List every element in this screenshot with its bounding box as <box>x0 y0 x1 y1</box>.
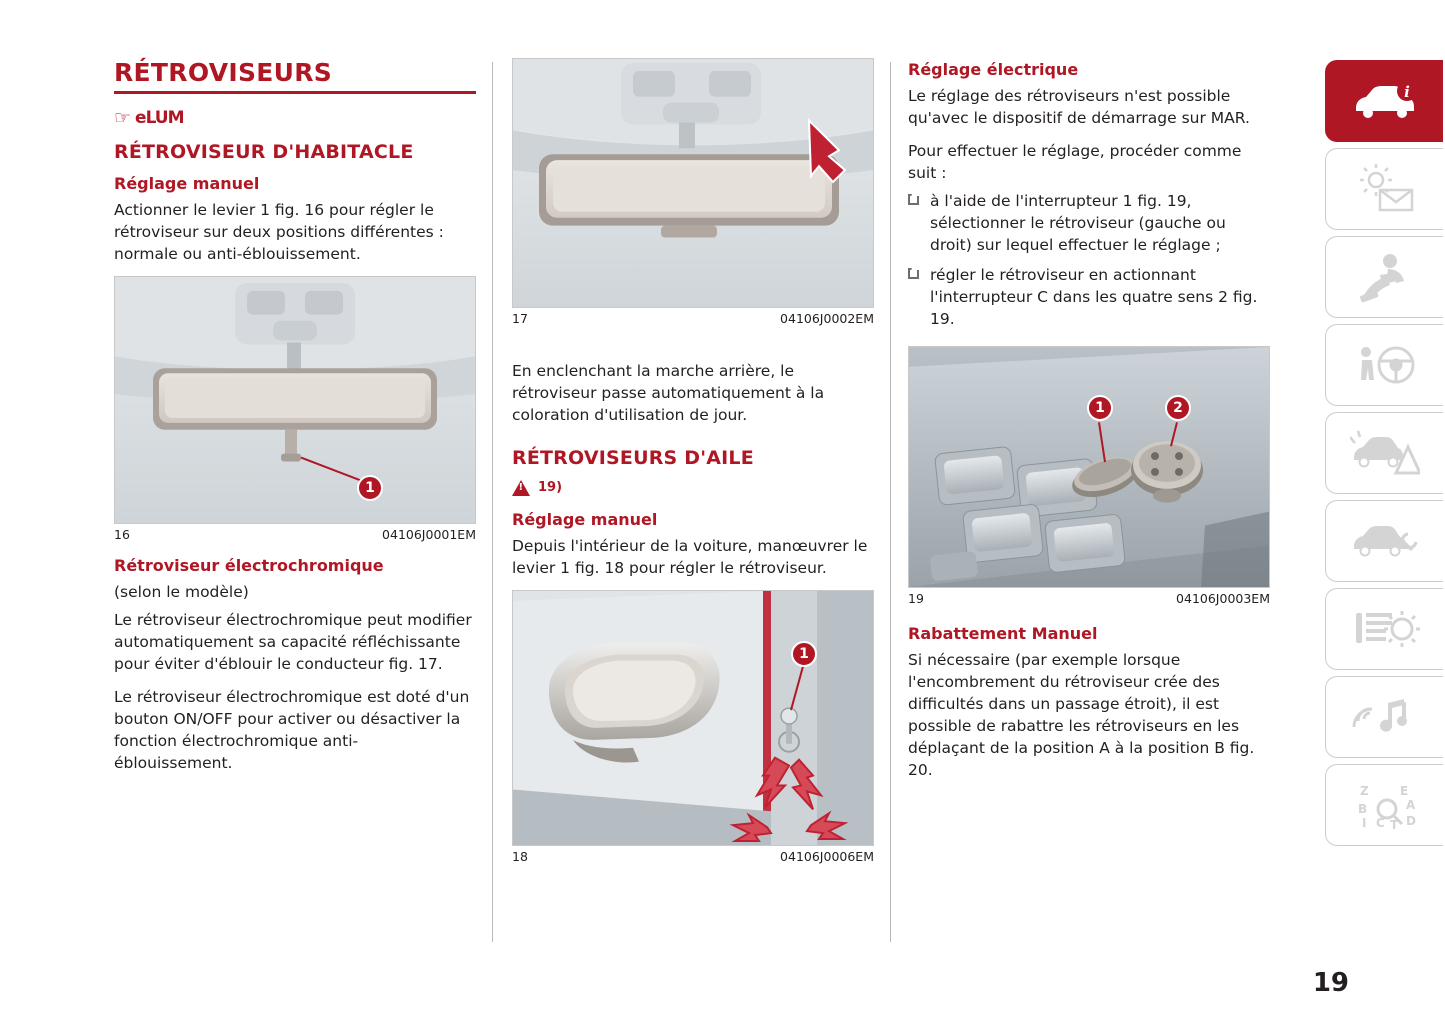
svg-text:D: D <box>1405 814 1416 828</box>
manual-adjust-text: Actionner le levier 1 fig. 16 pour régler le rétroviseur sur deux positions différentes : normale ou anti-éblouissement. <box>114 200 444 263</box>
tab-dashboard-warnings[interactable] <box>1325 148 1443 230</box>
svg-text:i: i <box>1403 83 1410 101</box>
electric-adjust-text-1: Le réglage des rétroviseurs n'est possible qu'avec le dispositif de démarrage sur MAR. <box>908 87 1250 127</box>
electric-adjust-bullet-1 <box>908 190 1270 256</box>
electric-adjust-text-2: Pour effectuer le réglage, procéder comme suit : <box>908 142 1242 182</box>
page-number: 19 <box>1312 968 1349 998</box>
symbol-label: eLUM <box>135 108 184 128</box>
subtitle-electrochromic: Rétroviseur électrochromique <box>114 555 384 575</box>
svg-text:E: E <box>1399 784 1408 798</box>
door-mirror-illustration <box>513 591 873 845</box>
figure-18 <box>512 590 874 864</box>
electrochromic-model-note: (selon le modèle) <box>114 582 249 601</box>
interior-mirror-illustration <box>115 277 475 523</box>
technical-specs-icon <box>1350 605 1420 653</box>
figure-16-caption <box>114 524 476 542</box>
electric-adjust-bullet-2 <box>908 264 1270 330</box>
manual-folding-text: Si nécessaire (par exemple lorsque l'encombrement du rétroviseur crée des difficultés dans un passage étroit), il est possible de rabattre les rétroviseurs en les déplaçant de la position A à la position B fig. 20. <box>908 651 1255 779</box>
tab-multimedia[interactable] <box>1325 676 1443 758</box>
door-mirror-manual-text: Depuis l'intérieur de la voiture, manœuvrer le levier 1 fig. 18 pour régler le rétroviseur. <box>512 536 868 577</box>
figure-16-code: 04106J0001EM <box>382 526 476 542</box>
figure-19 <box>908 346 1270 606</box>
page-title: RÉTROVISEURS <box>114 58 333 87</box>
figure-18-code: 04106J0006EM <box>780 848 874 864</box>
car-info-icon <box>1350 78 1420 124</box>
figure-16-callout-1: 1 <box>357 475 383 501</box>
emergency-triangle-icon <box>1350 429 1420 477</box>
tab-technical-specs[interactable] <box>1325 588 1443 670</box>
multimedia-icon <box>1350 693 1420 741</box>
section-tab-rail <box>1325 60 1445 852</box>
figure-16-label: 16 <box>114 526 130 542</box>
electric-adjust-bullet-1-text: à l'aide de l'interrupteur 1 fig. 19, sélectionner le rétroviseur (gauche ou droit) sur lequel effectuer le réglage ; <box>930 192 1226 254</box>
tab-alphabetical-index[interactable] <box>1325 764 1443 846</box>
figure-17-image <box>512 58 874 308</box>
column-divider-2 <box>890 62 891 942</box>
svg-text:C: C <box>1375 816 1385 830</box>
figure-16-image <box>114 276 476 524</box>
figure-19-callout-1: 1 <box>1087 395 1113 421</box>
column-3 <box>908 58 1270 792</box>
symbol-row <box>114 106 476 130</box>
electrochromic-text-1: Le rétroviseur électrochromique peut modifier automatiquement sa capacité réfléchissante pour éviter d'éblouir le conducteur fig. 17. <box>114 610 472 673</box>
figure-19-code: 04106J0003EM <box>1176 591 1270 606</box>
column-divider-1 <box>492 62 493 942</box>
warning-reference-row <box>512 480 874 496</box>
electric-adjust-bullet-2-text: régler le rétroviseur en actionnant l'interrupteur C dans les quatre sens 2 fig. 19. <box>930 266 1258 328</box>
figure-18-image <box>512 590 874 846</box>
subtitle-electric-adjust: Réglage électrique <box>908 60 1079 79</box>
figure-19-caption <box>908 588 1270 606</box>
figure-17-label: 17 <box>512 311 528 326</box>
mirror-switch-illustration <box>909 347 1269 587</box>
tab-emergency[interactable] <box>1325 412 1443 494</box>
figure-19-image <box>908 346 1270 588</box>
figure-19-callout-2: 2 <box>1165 395 1191 421</box>
figure-19-label: 19 <box>908 591 924 606</box>
tab-starting-driving[interactable] <box>1325 324 1443 406</box>
figure-17-caption <box>512 308 874 326</box>
figure-16 <box>114 276 476 542</box>
title-rule <box>114 91 476 94</box>
figure-18-label: 18 <box>512 848 528 864</box>
steering-wheel-icon <box>1350 340 1420 390</box>
pointing-hand-icon: ☞ <box>114 106 132 129</box>
electrochromic-text-2: Le rétroviseur électrochromique est doté d'un bouton ON/OFF pour activer ou désactiver la fonction électrochromique anti-éblouissement. <box>114 687 470 772</box>
warning-triangle-icon <box>512 480 530 496</box>
dashboard-warning-icon <box>1350 164 1420 214</box>
section-title-door-mirrors: RÉTROVISEURS D'AILE <box>512 447 754 469</box>
electrochromic-mirror-illustration <box>513 59 873 307</box>
svg-text:I: I <box>1361 816 1366 830</box>
car-maintenance-icon <box>1350 518 1420 564</box>
svg-text:B: B <box>1357 802 1367 816</box>
section-title-interior-mirror: RÉTROVISEUR D'HABITACLE <box>114 141 414 163</box>
column-2 <box>512 58 874 868</box>
bullet-marker-icon <box>908 268 919 279</box>
warning-reference-number: 19) <box>538 480 563 496</box>
tab-safety[interactable] <box>1325 236 1443 318</box>
subtitle-manual-adjust-door: Réglage manuel <box>512 509 658 529</box>
figure-18-caption <box>512 846 874 864</box>
tab-maintenance[interactable] <box>1325 500 1443 582</box>
subtitle-manual-folding: Rabattement Manuel <box>908 624 1098 643</box>
seatbelt-safety-icon <box>1350 251 1420 303</box>
column-1 <box>114 58 476 785</box>
figure-17 <box>512 58 874 326</box>
bullet-marker-icon <box>908 194 919 205</box>
svg-text:Z: Z <box>1359 784 1369 798</box>
svg-text:A: A <box>1405 798 1415 812</box>
figure-18-callout-1: 1 <box>791 641 817 667</box>
tab-car-info[interactable] <box>1325 60 1443 142</box>
figure-17-code: 04106J0002EM <box>780 311 874 326</box>
alphabetical-index-icon <box>1350 779 1420 831</box>
svg-text:T: T <box>1389 818 1398 831</box>
reverse-gear-text: En enclenchant la marche arrière, le rétroviseur passe automatiquement à la coloration d'utilisation de jour. <box>512 362 825 424</box>
subtitle-manual-adjust: Réglage manuel <box>114 173 260 193</box>
